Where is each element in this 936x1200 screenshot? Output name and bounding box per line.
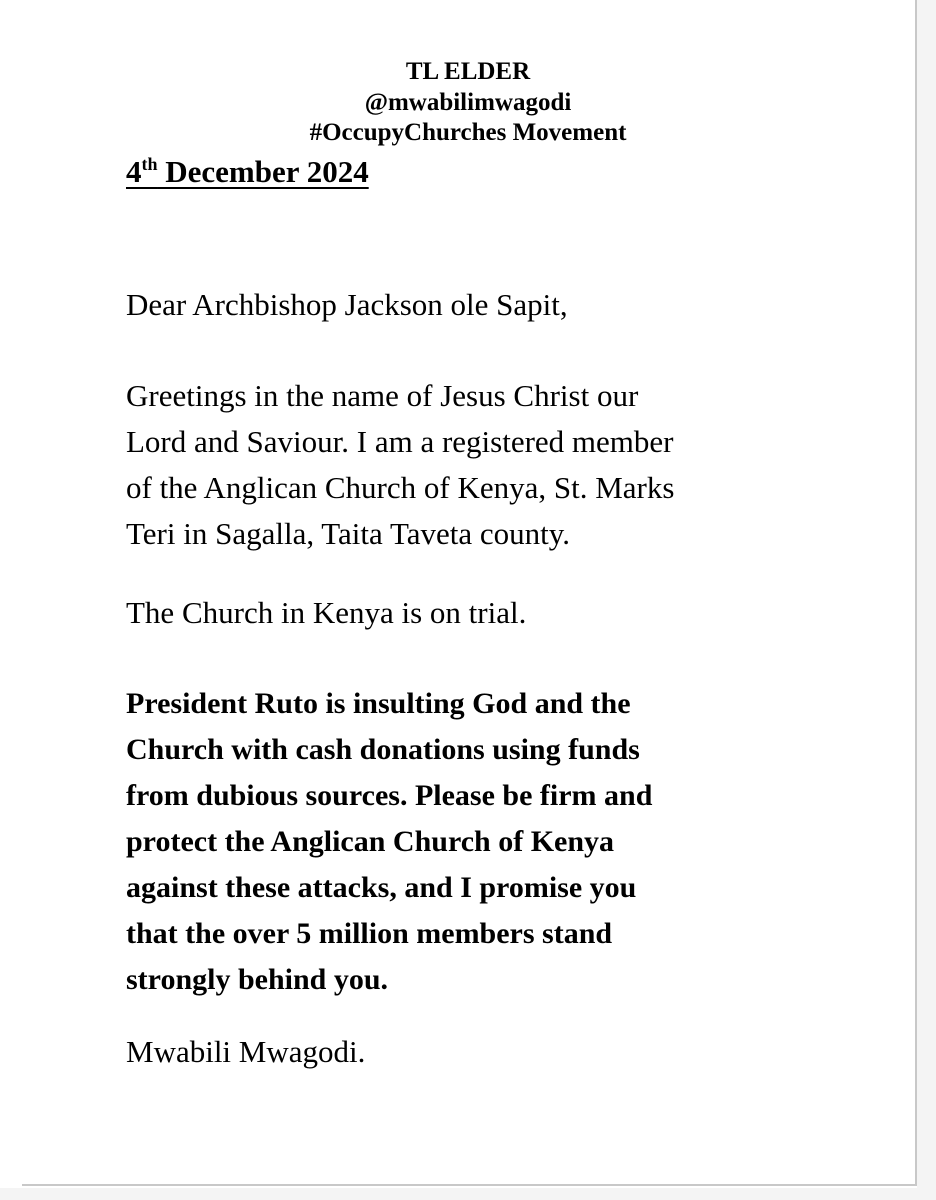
page-edge-shadow-right (917, 0, 936, 1200)
appeal-paragraph (126, 681, 846, 1003)
page-edge-shadow-bottom (0, 1188, 936, 1200)
appeal-line: from dubious sources. Please be firm and (126, 779, 653, 812)
signature-line: Mwabili Mwagodi. (126, 1034, 366, 1069)
sender-handle: @mwabilimwagodi (364, 89, 572, 116)
appeal-line: that the over 5 million members stand (126, 917, 613, 950)
trial-line: The Church in Kenya is on trial. (126, 595, 527, 630)
trial-statement (126, 590, 846, 636)
greeting-paragraph (126, 373, 846, 557)
appeal-line: strongly behind you. (126, 963, 389, 996)
sender-movement: #OccupyChurches Movement (309, 119, 627, 146)
appeal-line: against these attacks, and I promise you (126, 871, 637, 904)
letter-date (126, 152, 369, 192)
appeal-line: President Ruto is insulting God and the (126, 687, 631, 720)
appeal-line: Church with cash donations using funds (126, 733, 640, 766)
signature (126, 1029, 846, 1075)
salutation-line: Dear Archbishop Jackson ole Sapit, (126, 287, 568, 322)
greeting-line: Greetings in the name of Jesus Christ our (126, 378, 639, 413)
appeal-line: protect the Anglican Church of Kenya (126, 825, 615, 858)
greeting-line: Teri in Sagalla, Taita Taveta county. (126, 516, 570, 551)
greeting-line: Lord and Saviour. I am a registered member (126, 424, 674, 459)
date-month-year: December 2024 (157, 154, 369, 189)
greeting-line: of the Anglican Church of Kenya, St. Marks (126, 470, 675, 505)
date-day: 4 (126, 154, 142, 189)
salutation (126, 282, 846, 328)
sender-title: TL ELDER (405, 58, 531, 85)
date-ordinal-suffix: th (141, 154, 158, 174)
